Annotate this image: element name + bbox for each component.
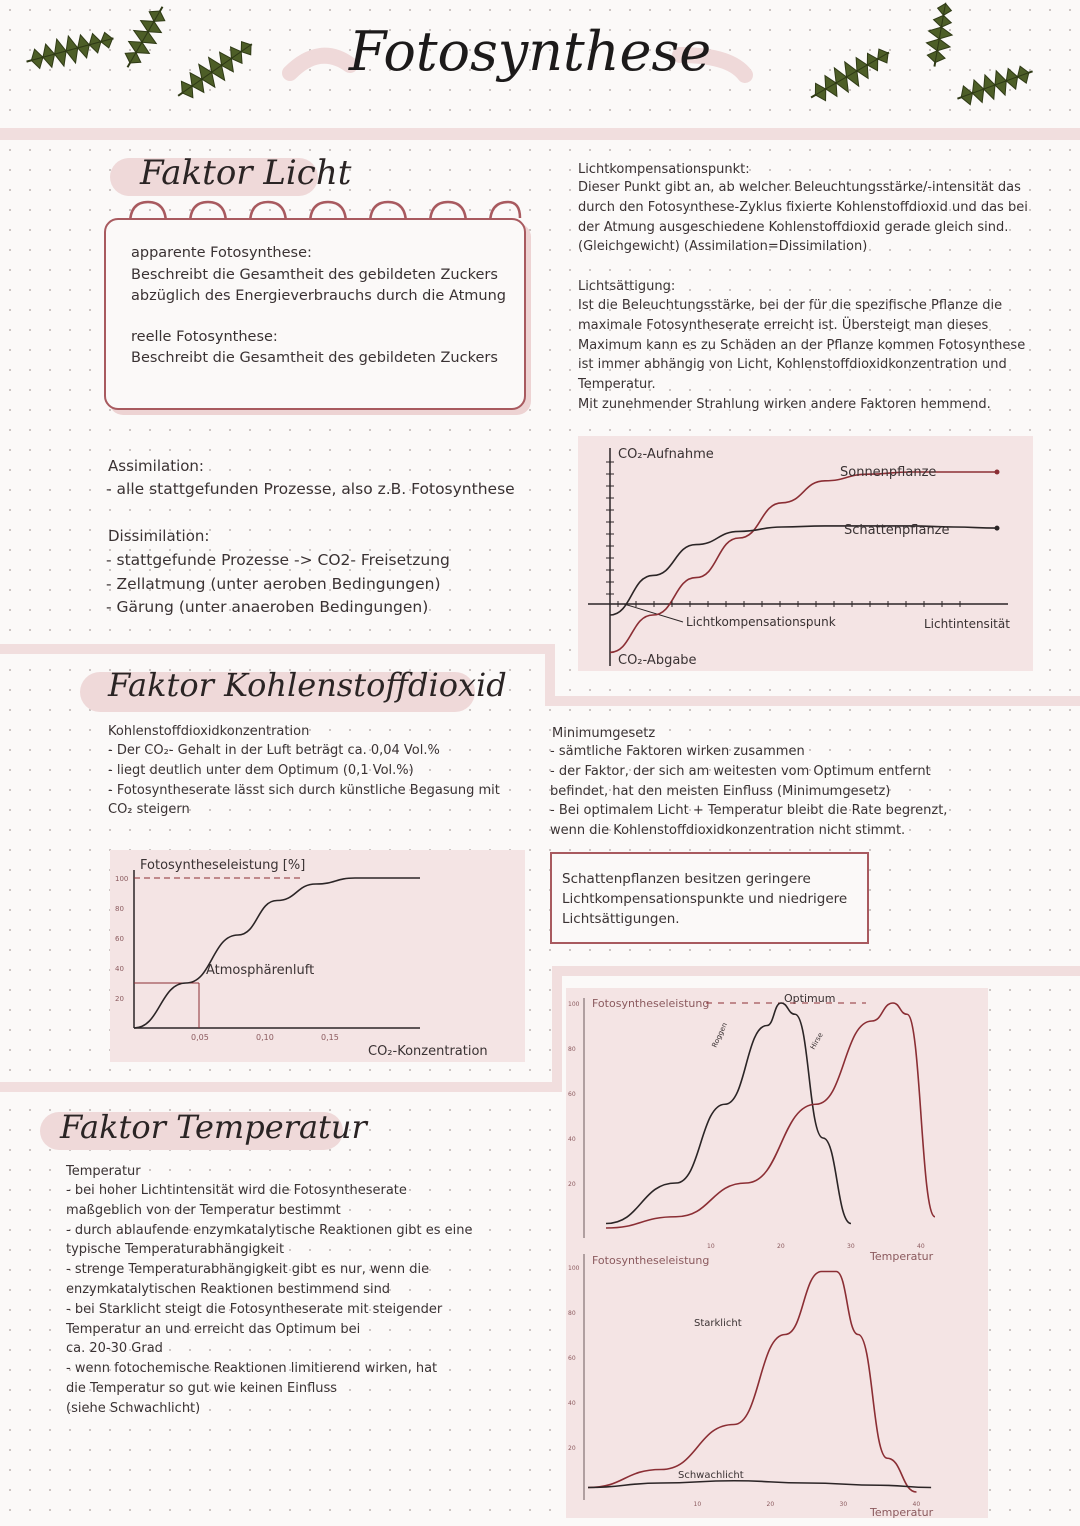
series-line-hirse: [606, 1003, 935, 1228]
chart-co2-konzentration: [110, 850, 525, 1062]
heading-faktor-temperatur: Faktor Temperatur: [60, 1108, 367, 1146]
assimilation-text: - alle stattgefunden Prozesse, also z.B. Fotosynthese: [106, 480, 515, 498]
y-tick-label: 100: [568, 1001, 580, 1008]
y-tick-label: 80: [568, 1310, 576, 1317]
x-tick-label: 0,05: [191, 1033, 209, 1042]
y-tick-label: 100: [115, 875, 129, 883]
series-line-curve: [134, 878, 420, 1028]
minimumgesetz-label: Minimumgesetz: [552, 726, 656, 741]
divider-band-1b: [545, 644, 555, 704]
y-tick-label: 80: [568, 1046, 576, 1053]
heading-faktor-licht: Faktor Licht: [140, 153, 352, 193]
divider-band-1c: [545, 696, 1080, 706]
x-tick-label: 40: [917, 1243, 925, 1250]
divider-band-2c: [552, 966, 1080, 976]
fern-leaves-right-illustration: [790, 0, 1050, 125]
header-band: [0, 128, 1080, 140]
minimumgesetz-text: - sämtliche Faktoren wirken zusammen - der Faktor, der sich am weitesten vom Optimum entfernt befindet, hat den meisten Einfluss (Minimumgesetz) - Bei optimalem Licht + Temperatur bleibt die Rate begrenzt, wenn die Kohlenstoffdioxidkonzentration nicht stimmt.: [550, 744, 948, 839]
definition-card: [104, 218, 526, 410]
y-tick-label: 60: [115, 935, 124, 943]
series-label-schattenpflanze: Schattenpflanze: [844, 523, 950, 538]
series-label-starklicht: Starklicht: [694, 1318, 742, 1329]
lichtkompensation-text: Dieser Punkt gibt an, ab welcher Beleuchtungsstärke/-intensität das durch den Fotosynthese-Zyklus fixierte Kohlenstoffdioxid und das bei der Atmung ausgeschiedene Kohlenstoffdioxid gerade gleich sind. (Gleichgewicht) (Assimilation=Dissimilation): [578, 180, 1028, 255]
x-tick-label: 20: [777, 1243, 785, 1250]
x-tick-label: 0,10: [256, 1033, 274, 1042]
page-title: Fotosynthese: [348, 20, 712, 83]
series-line-schattenpflanze: [610, 526, 997, 615]
fern-leaves-left-illustration: [10, 5, 270, 115]
series-endpoint: [995, 470, 1000, 475]
lichtkompensation-label: Lichtkompensationspunkt:: [578, 162, 750, 177]
chart-temperatur-lichtstaerke: [566, 1250, 988, 1520]
annotation-lichtkompensationspunkt: Lichtkompensationspunk: [686, 615, 836, 629]
co2-text: - Der CO₂- Gehalt in der Luft beträgt ca. 0,04 Vol.% - liegt deutlich unter dem Optimum (0,1 Vol.%) - Fotosyntheserate lässt sich durch künstliche Begasung mit CO₂ steigern: [108, 743, 500, 818]
x-tick-label: 0,15: [321, 1033, 339, 1042]
x-tick-label: 30: [839, 1501, 848, 1508]
dissimilation-label: Dissimilation:: [108, 527, 210, 545]
series-label-schwachlicht: Schwachlicht: [678, 1470, 744, 1481]
lichtsaettigung-text: Ist die Beleuchtungsstärke, bei der für die spezifische Pflanze die maximale Fotosyntheserate erreicht ist. Übersteigt man dieses Maximum kann es zu Schäden an der Pflanze kommen Fotosynthese ist immer abhängig von Licht, Kohlenstoffdioxidkonzentration und Temperatur. Mit zunehmender Strahlung wirken andere Faktoren hemmend.: [578, 298, 1026, 412]
series-label-hirse: Hirse: [808, 1031, 825, 1051]
x-label-top: Temperatur: [870, 1250, 934, 1263]
co2-sub-label: Kohlenstoffdioxidkonzentration: [108, 724, 310, 739]
y-label-top: CO₂-Aufnahme: [618, 447, 714, 462]
y-tick-label: 100: [568, 1265, 580, 1272]
apparent-label: apparente Fotosynthese:: [131, 245, 312, 261]
x-tick-label: 40: [912, 1501, 921, 1508]
series-label-sonnenpflanze: Sonnenpflanze: [840, 465, 937, 480]
dissimilation-text: - stattgefunde Prozesse -> CO2- Freisetzung - Zellatmung (unter aeroben Bedingungen) - Gärung (unter anaeroben Bedingungen): [106, 551, 450, 616]
divider-band-2b: [552, 966, 562, 1092]
y-label-bottom: CO₂-Abgabe: [618, 653, 697, 668]
heading-faktor-kohlenstoffdioxid: Faktor Kohlenstoffdioxid: [108, 666, 507, 704]
optimum-label: Optimum: [784, 992, 836, 1005]
chart-temperatur-roggen-hirse: [566, 988, 988, 1250]
x-tick-label: 10: [693, 1501, 702, 1508]
y-tick-label: 80: [115, 905, 124, 913]
y-tick-label: 20: [568, 1445, 576, 1452]
lichtsaettigung-label: Lichtsättigung:: [578, 279, 676, 294]
assimilation-label: Assimilation:: [108, 457, 204, 475]
reell-text: Beschreibt die Gesamtheit des gebildeten Zuckers: [131, 350, 498, 366]
chart-lichtintensitaet: [578, 436, 1033, 671]
reell-label: reelle Fotosynthese:: [131, 329, 278, 345]
temperatur-text: - bei hoher Lichtintensität wird die Fotosyntheserate maßgeblich von der Temperatur bestimmt - durch ablaufende enzymkatalytische Reaktionen gibt es eine typische Temperaturabhängigkeit - strenge Temperaturabhängigkeit gibt es nur, wenn die enzymkatalytischen Reaktionen bestimmend sind - bei Starklicht steigt die Fotosyntheserate mit steigender Temperatur an und erreicht das Optimum bei ca. 20-30 Grad - wenn fotochemische Reaktionen limitierend wirken, hat die Temperatur so gut wie keinen Einfluss (siehe Schwachlicht): [66, 1183, 473, 1416]
annotation-atmosphaerenluft: Atmosphärenluft: [206, 963, 315, 978]
divider-band-2: [0, 1082, 560, 1092]
note-text: Schattenpflanzen besitzen geringere Lichtkompensationspunkte und niedrigere Lichtsättigungen.: [562, 871, 848, 927]
series-endpoint: [995, 526, 1000, 531]
series-label-roggen: Roggen: [710, 1021, 729, 1049]
x-tick-label: 20: [766, 1501, 775, 1508]
y-tick-label: 40: [568, 1400, 576, 1407]
series-line-schwachlicht: [588, 1481, 931, 1488]
x-label: Lichtintensität: [924, 617, 1010, 631]
y-tick-label: 20: [568, 1181, 576, 1188]
series-line-starklicht: [588, 1272, 917, 1493]
note-box-schattenpflanzen: [550, 852, 869, 944]
y-label: Fotosyntheseleistung: [592, 1254, 710, 1267]
y-tick-label: 60: [568, 1355, 576, 1362]
y-tick-label: 40: [115, 965, 124, 973]
x-label: Temperatur: [870, 1506, 934, 1519]
y-tick-label: 60: [568, 1091, 576, 1098]
divider-band-1: [0, 644, 555, 654]
apparent-text: Beschreibt die Gesamtheit des gebildeten Zuckers abzüglich des Energieverbrauchs durch die Atmung: [131, 267, 507, 304]
y-label: Fotosyntheseleistung [%]: [140, 858, 306, 873]
x-label: CO₂-Konzentration: [368, 1044, 488, 1059]
x-tick-label: 30: [847, 1243, 855, 1250]
y-label: Fotosyntheseleistung: [592, 997, 710, 1010]
y-tick-label: 40: [568, 1136, 576, 1143]
temperatur-sub-label: Temperatur: [66, 1164, 141, 1179]
x-tick-label: 10: [707, 1243, 715, 1250]
y-tick-label: 20: [115, 995, 124, 1003]
